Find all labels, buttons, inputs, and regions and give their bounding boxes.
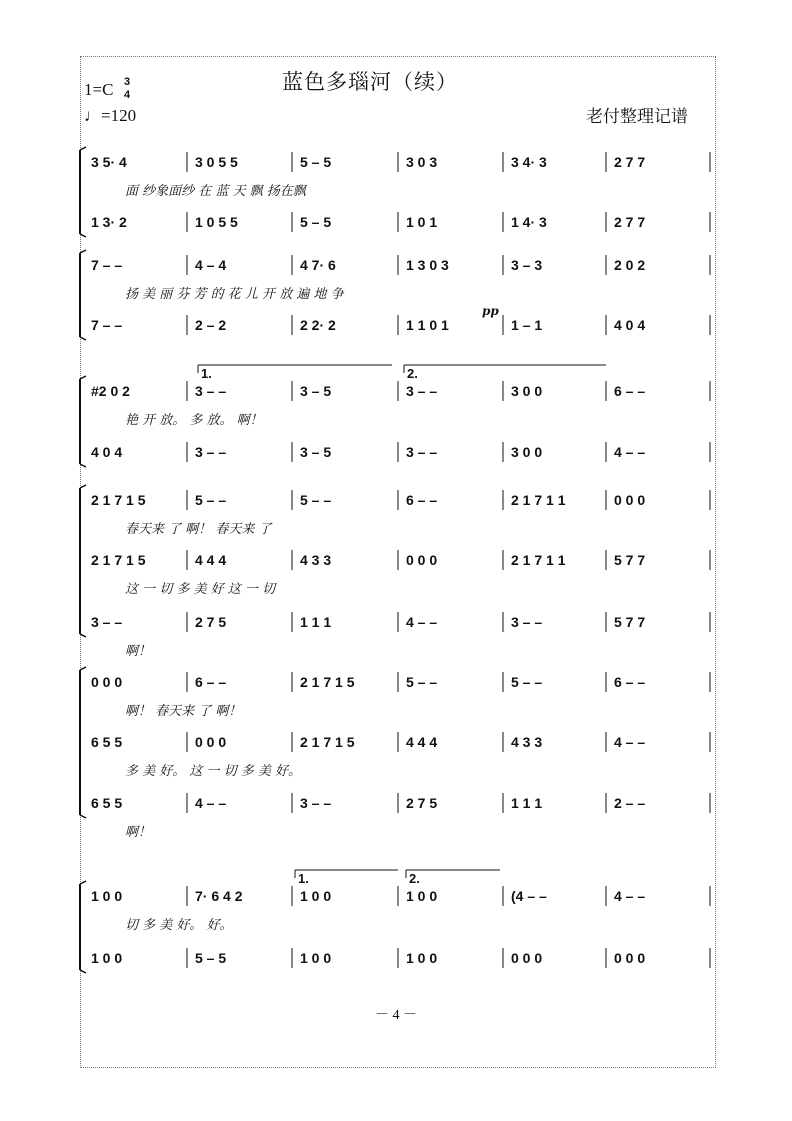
volta-label: 2.: [407, 366, 418, 381]
system-bracket-hook: [80, 970, 86, 973]
measure-notes: 5 – 5: [195, 950, 227, 966]
measure-notes: 3 – 3: [511, 257, 543, 273]
measure-notes: 5 – –: [406, 674, 438, 690]
measure-notes: 5 – 5: [300, 214, 332, 230]
measure-notes: 3 – –: [91, 614, 123, 630]
system-bracket-hook: [80, 234, 86, 237]
measure-notes: 2 1 7 1 1: [511, 552, 566, 568]
measure-notes: 1 0 1: [406, 214, 438, 230]
measure-notes: 4 – –: [195, 795, 227, 811]
measure-notes: 2 1 7 1 5: [91, 492, 146, 508]
measure-notes: 4 3 3: [511, 734, 543, 750]
measure-notes: 2 2· 2: [300, 317, 336, 333]
measure-notes: 7· 6 4 2: [195, 888, 243, 904]
measure-notes: 3 – –: [511, 614, 543, 630]
measure-notes: 4 – –: [614, 888, 646, 904]
measure-notes: 3 – –: [406, 444, 438, 460]
system-bracket-hook: [80, 250, 86, 253]
measure-notes: 5 7 7: [614, 614, 646, 630]
measure-notes: 3 – –: [195, 383, 227, 399]
lyric-line: 扬 美 丽 芬 芳 的 花 儿 开 放 遍 地 争: [125, 287, 344, 302]
measure-notes: 0 0 0: [195, 734, 227, 750]
time-signature-top: 3: [124, 76, 131, 88]
measure-notes: 1 – 1: [511, 317, 543, 333]
system-bracket-hook: [80, 337, 86, 340]
measure-notes: 6 – –: [614, 674, 646, 690]
time-signature-bottom: 4: [124, 89, 131, 101]
measure-notes: 3 4· 3: [511, 154, 547, 170]
measure-notes: 4 – –: [406, 614, 438, 630]
measure-notes: 6 – –: [614, 383, 646, 399]
measure-notes: 2 7 5: [195, 614, 227, 630]
measure-notes: #2 0 2: [91, 383, 130, 399]
measure-notes: 1 0 0: [300, 950, 332, 966]
system-bracket-hook: [80, 815, 86, 818]
measure-notes: 4 0 4: [91, 444, 123, 460]
lyric-line: 艳 开 放。 多 放。 啊！: [125, 413, 263, 428]
system-bracket-hook: [80, 147, 86, 150]
system-bracket-hook: [80, 485, 86, 488]
measure-notes: 6 – –: [406, 492, 438, 508]
lyric-line: 春天来 了 啊！ 春天来 了: [125, 522, 272, 537]
measure-notes: 3 – 5: [300, 383, 332, 399]
lyric-line: 切 多 美 好。 好。: [125, 918, 233, 933]
measure-notes: 1 0 0: [300, 888, 332, 904]
measure-notes: 6 5 5: [91, 795, 123, 811]
measure-notes: 2 7 7: [614, 154, 646, 170]
measure-notes: 3 0 3: [406, 154, 438, 170]
measure-notes: 1 1 1: [511, 795, 543, 811]
dynamic-marking: pp: [482, 304, 499, 318]
measure-notes: 5 – –: [511, 674, 543, 690]
system-bracket-hook: [80, 464, 86, 467]
key-signature: 1=C: [84, 80, 114, 99]
measure-notes: 3 5· 4: [91, 154, 127, 170]
measure-notes: 4 – 4: [195, 257, 227, 273]
measure-notes: 0 0 0: [614, 950, 646, 966]
measure-notes: 3 0 5 5: [195, 154, 238, 170]
measure-notes: 1 0 0: [406, 888, 438, 904]
score-title: 蓝色多瑙河（续）: [282, 70, 458, 94]
lyric-line: 啊！: [125, 825, 152, 840]
lyric-line: 这 一 切 多 美 好 这 一 切: [125, 582, 276, 597]
measure-notes: 5 – 5: [300, 154, 332, 170]
measure-notes: 2 7 7: [614, 214, 646, 230]
measure-notes: 1 0 0: [406, 950, 438, 966]
volta-label: 2.: [409, 871, 420, 886]
lyric-line: 啊！ 春天来 了 啊！: [125, 704, 242, 719]
system-bracket-hook: [80, 667, 86, 670]
measure-notes: 4 4 4: [406, 734, 438, 750]
volta-label: 1.: [298, 871, 309, 886]
measure-notes: 1 0 5 5: [195, 214, 238, 230]
measure-notes: 2 1 7 1 5: [91, 552, 146, 568]
measure-notes: 4 4 4: [195, 552, 227, 568]
measure-notes: 2 0 2: [614, 257, 646, 273]
tempo-marking: ♩=120: [84, 106, 137, 125]
measure-notes: 1 0 0: [91, 888, 123, 904]
lyric-line: 多 美 好。 这 一 切 多 美 好。: [125, 764, 302, 779]
measure-notes: 3 – –: [195, 444, 227, 460]
measure-notes: 4 3 3: [300, 552, 332, 568]
measure-notes: 3 0 0: [511, 444, 543, 460]
measure-notes: 4 – –: [614, 734, 646, 750]
measure-notes: 0 0 0: [511, 950, 543, 966]
volta-label: 1.: [201, 366, 212, 381]
measure-notes: 2 – –: [614, 795, 646, 811]
measure-notes: 6 5 5: [91, 734, 123, 750]
measure-notes: 6 – –: [195, 674, 227, 690]
system-bracket-hook: [80, 376, 86, 379]
measure-notes: 3 0 0: [511, 383, 543, 399]
measure-notes: 3 – –: [300, 795, 332, 811]
measure-notes: 1 3· 2: [91, 214, 127, 230]
measure-notes: 2 – 2: [195, 317, 227, 333]
measure-notes: 5 – –: [300, 492, 332, 508]
measure-notes: 1 1 0 1: [406, 317, 449, 333]
measure-notes: 1 4· 3: [511, 214, 547, 230]
measure-notes: 2 7 5: [406, 795, 438, 811]
measure-notes: 3 – –: [406, 383, 438, 399]
arranger-credit: 老付整理记谱: [586, 107, 688, 126]
measure-notes: 2 1 7 1 1: [511, 492, 566, 508]
measure-notes: 3 – 5: [300, 444, 332, 460]
measure-notes: 4 – –: [614, 444, 646, 460]
page-number: － 4 －: [375, 1008, 417, 1023]
measure-notes: 0 0 0: [91, 674, 123, 690]
measure-notes: 1 0 0: [91, 950, 123, 966]
measure-notes: 7 – –: [91, 317, 123, 333]
measure-notes: 7 – –: [91, 257, 123, 273]
measure-notes: 4 0 4: [614, 317, 646, 333]
measure-notes: 5 – –: [195, 492, 227, 508]
measure-notes: 0 0 0: [614, 492, 646, 508]
system-bracket-hook: [80, 634, 86, 637]
measure-notes: (4 – –: [511, 888, 547, 904]
measure-notes: 4 7· 6: [300, 257, 336, 273]
measure-notes: 1 3 0 3: [406, 257, 449, 273]
system-bracket-hook: [80, 881, 86, 884]
measure-notes: 0 0 0: [406, 552, 438, 568]
measure-notes: 1 1 1: [300, 614, 332, 630]
lyric-line: 面 纱象面纱 在 蓝 天 飘 扬在飘: [125, 184, 306, 199]
lyric-line: 啊！: [125, 644, 152, 659]
measure-notes: 2 1 7 1 5: [300, 734, 355, 750]
measure-notes: 5 7 7: [614, 552, 646, 568]
measure-notes: 2 1 7 1 5: [300, 674, 355, 690]
